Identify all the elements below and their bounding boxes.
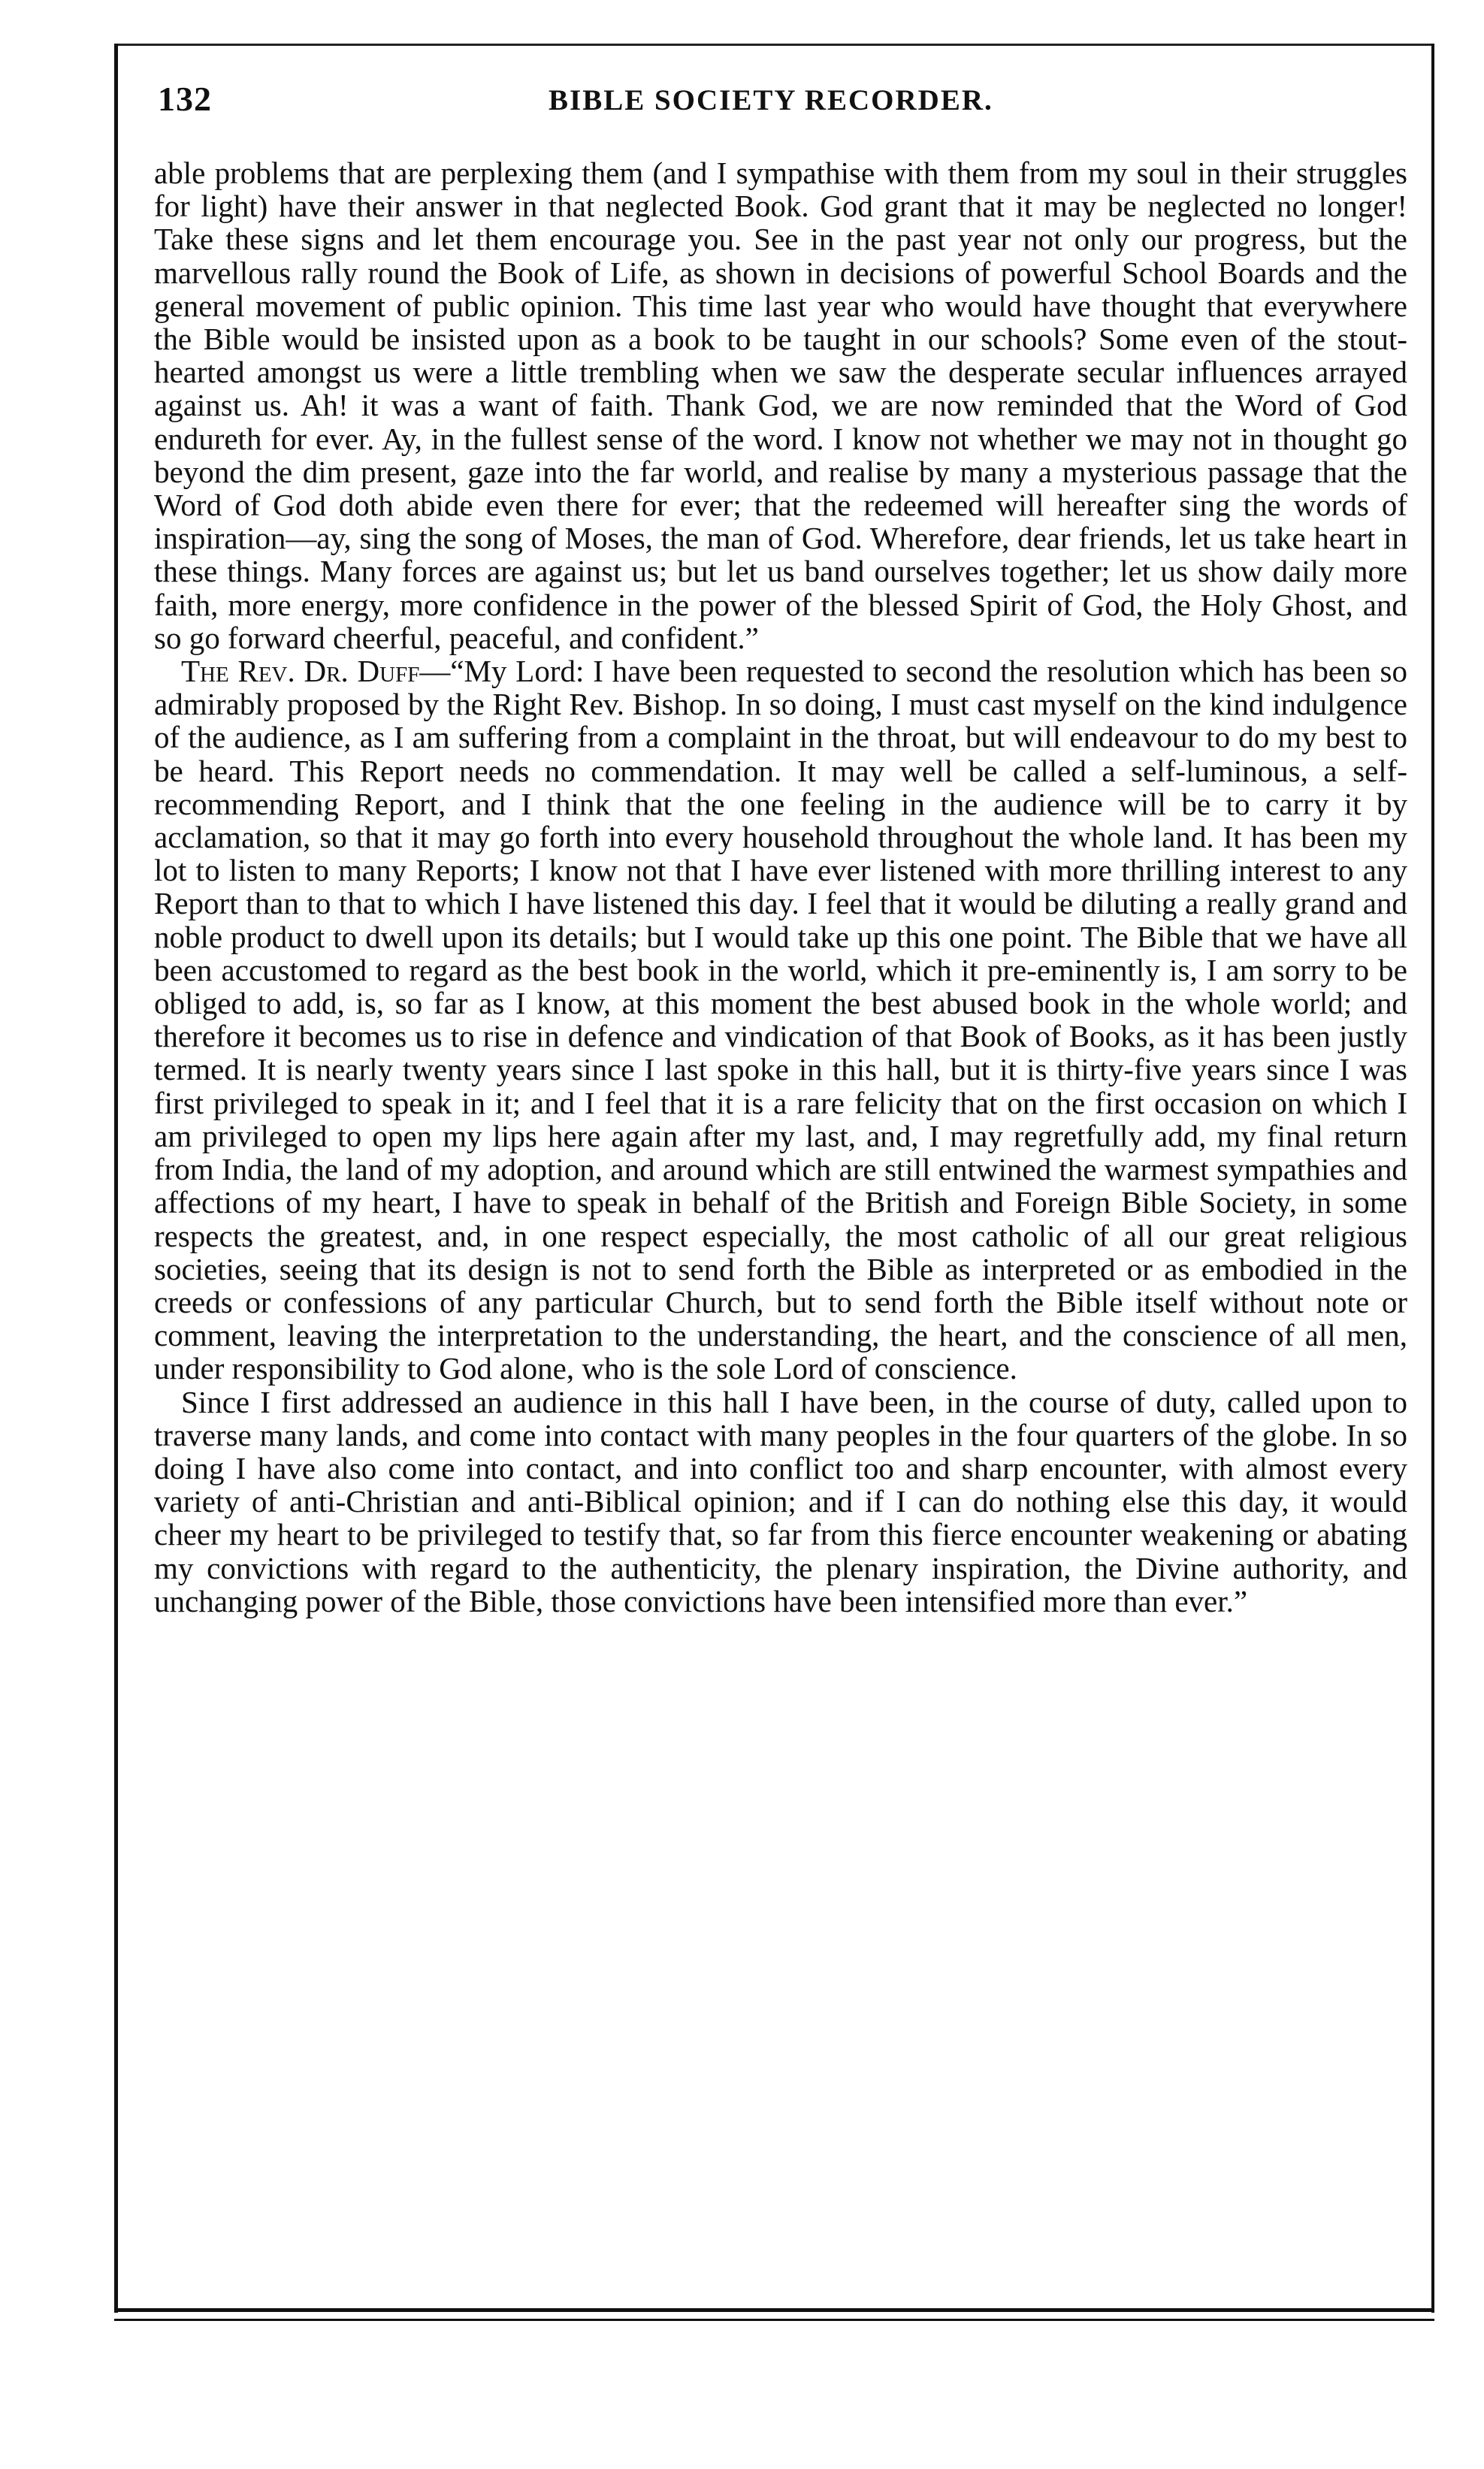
- right-border-rule: [1431, 44, 1434, 2313]
- bottom-rule: [114, 2308, 1434, 2312]
- page-header: [158, 79, 1405, 131]
- bottom-rule-secondary: [114, 2319, 1434, 2321]
- left-border-rule: [114, 44, 118, 2313]
- article-body: [154, 156, 1407, 1618]
- paragraph-text: —“My Lord: I have been requested to second the resolution which has been so admirably proposed by the Right Rev. Bishop. In so doing, I must cast myself on the kind indulgence of the audience, as I am suffering from a complaint in the throat, but will endeavour to do my best to be heard. This Report needs no commendation. It may well be called a self-luminous, a self-recommending Report, and I think that the one feeling in the audience will be to carry it by acclamation, so that it may go forth into every household throughout the whole land. It has been my lot to listen to many Reports; I know not that I have ever listened with more thrilling interest to any Report than to that to which I have listened this day. I feel that it would be diluting a really grand and noble product to dwell upon its details; but I would take up this one point. The Bible that we have all been accustomed to regard as the best book in the world, which it pre-eminently is, I am sorry to be obliged to add, is, so far as I know, at this moment the best abused book in the whole world; and therefore it becomes us to rise in defence and vindication of that Book of Books, as it has been justly termed. It is nearly twenty years since I last spoke in this hall, but it is thirty-five years since I was first privileged to speak in it; and I feel that it is a rare felicity that on the first occasion on which I am privileged to open my lips here again after my last, and, I may regretfully add, my final return from India, the land of my adoption, and around which are still entwined the warmest sympathies and affections of my heart, I have to speak in behalf of the British and Foreign Bible Society, in some respects the greatest, and, in one respect especially, the most catholic of all our great religious societies, seeing that its design is not to send forth the Bible as interpreted or as embodied in the creeds or confessions of any particular Church, but to send forth the Bible itself without note or comment, leaving the interpretation to the understanding, the heart, and the conscience of all men, under responsibility to God alone, who is the sole Lord of conscience.: [154, 654, 1407, 1386]
- paragraph-duff-speech: [154, 654, 1407, 1385]
- paragraph-closing: Since I first addressed an audience in this hall I have been, in the course of duty, called upon to traverse many lands, and come into contact with many peoples in the four quarters of the globe. In so doing I have also come into contact, and into conflict too and sharp encounter, with almost every variety of anti-Christian and anti-Biblical opinion; and if I can do nothing else this day, it would cheer my heart to be privileged to testify that, so far from this fierce encounter weakening or abating my convictions with regard to the authenticity, the plenary inspiration, the Divine authority, and unchanging power of the Bible, those convictions have been intensified more than ever.”: [154, 1384, 1407, 1618]
- page-number: 132: [158, 80, 212, 118]
- top-rule: [114, 44, 1434, 46]
- paragraph-continuation: able problems that are perplexing them (and I sympathise with them from my soul in their struggles for light) have their answer in that neglected Book. God grant that it may be neglected no longer! Take these signs and let them encourage you. See in the past year not only our progress, but the marvellous rally round the Book of Life, as shown in decisions of powerful School Boards and the general movement of public opinion. This time last year who would have thought that everywhere the Bible would be insisted upon as a book to be taught in our schools? Some even of the stout-hearted amongst us were a little trembling when we saw the desperate secular influences arrayed against us. Ah! it was a want of faith. Thank God, we are now reminded that the Word of God endureth for ever. Ay, in the fullest sense of the word. I know not whether we may not in thought go beyond the dim present, gaze into the far world, and realise by many a mysterious passage that the Word of God doth abide even there for ever; that the redeemed will hereafter sing the words of inspiration—ay, sing the song of Moses, the man of God. Wherefore, dear friends, let us take heart in these things. Many forces are against us; but let us band ourselves together; let us show daily more faith, more energy, more confidence in the power of the blessed Spirit of God, the Holy Ghost, and so go forward cheerful, peaceful, and confident.”: [154, 156, 1407, 655]
- running-head: BIBLE SOCIETY RECORDER.: [549, 84, 993, 116]
- speaker-name: The Rev. Dr. Duff: [181, 654, 420, 689]
